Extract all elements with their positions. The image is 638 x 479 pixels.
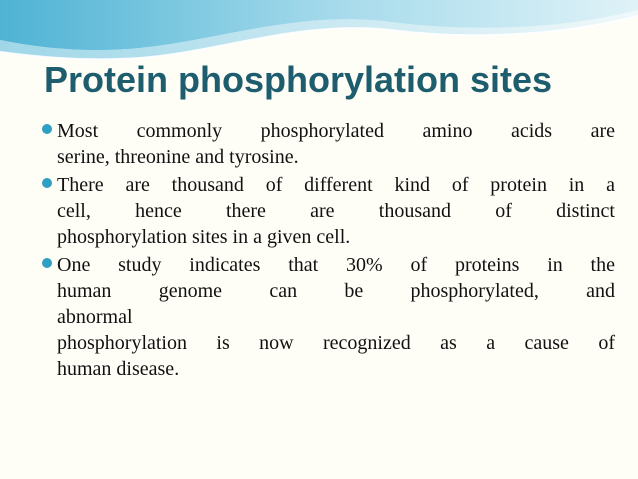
bullet-text-line: cell, hence there are thousand of distinct: [57, 200, 615, 222]
bullet-text-line: human genome can be phosphorylated, and: [57, 280, 615, 302]
bullet-dot-icon: [42, 258, 52, 268]
bullet-text-line: phosphorylation is now recognized as a cause of: [57, 332, 615, 354]
bullet-text-line: phosphorylation sites in a given cell.: [57, 226, 351, 248]
bullet-text-line: Most commonly phosphorylated amino acids are: [57, 120, 615, 142]
bullet-text-line: human disease.: [57, 358, 180, 380]
bullet-dot-icon: [42, 124, 52, 134]
bullet-list: [0, 118, 638, 382]
bullet-text-line: serine, threonine and tyrosine.: [57, 146, 299, 168]
bullet-text-line: One study indicates that 30% of proteins in the: [57, 254, 615, 276]
bullet-item: [0, 118, 615, 170]
bullet-text-line: abnormal: [57, 306, 133, 328]
slide-title: Protein phosphorylation sites: [44, 59, 553, 100]
bullet-dot-icon: [42, 178, 52, 188]
bullet-item: [0, 252, 615, 382]
bullet-item: [0, 172, 615, 250]
bullet-text-line: There are thousand of different kind of protein in a: [57, 174, 615, 196]
